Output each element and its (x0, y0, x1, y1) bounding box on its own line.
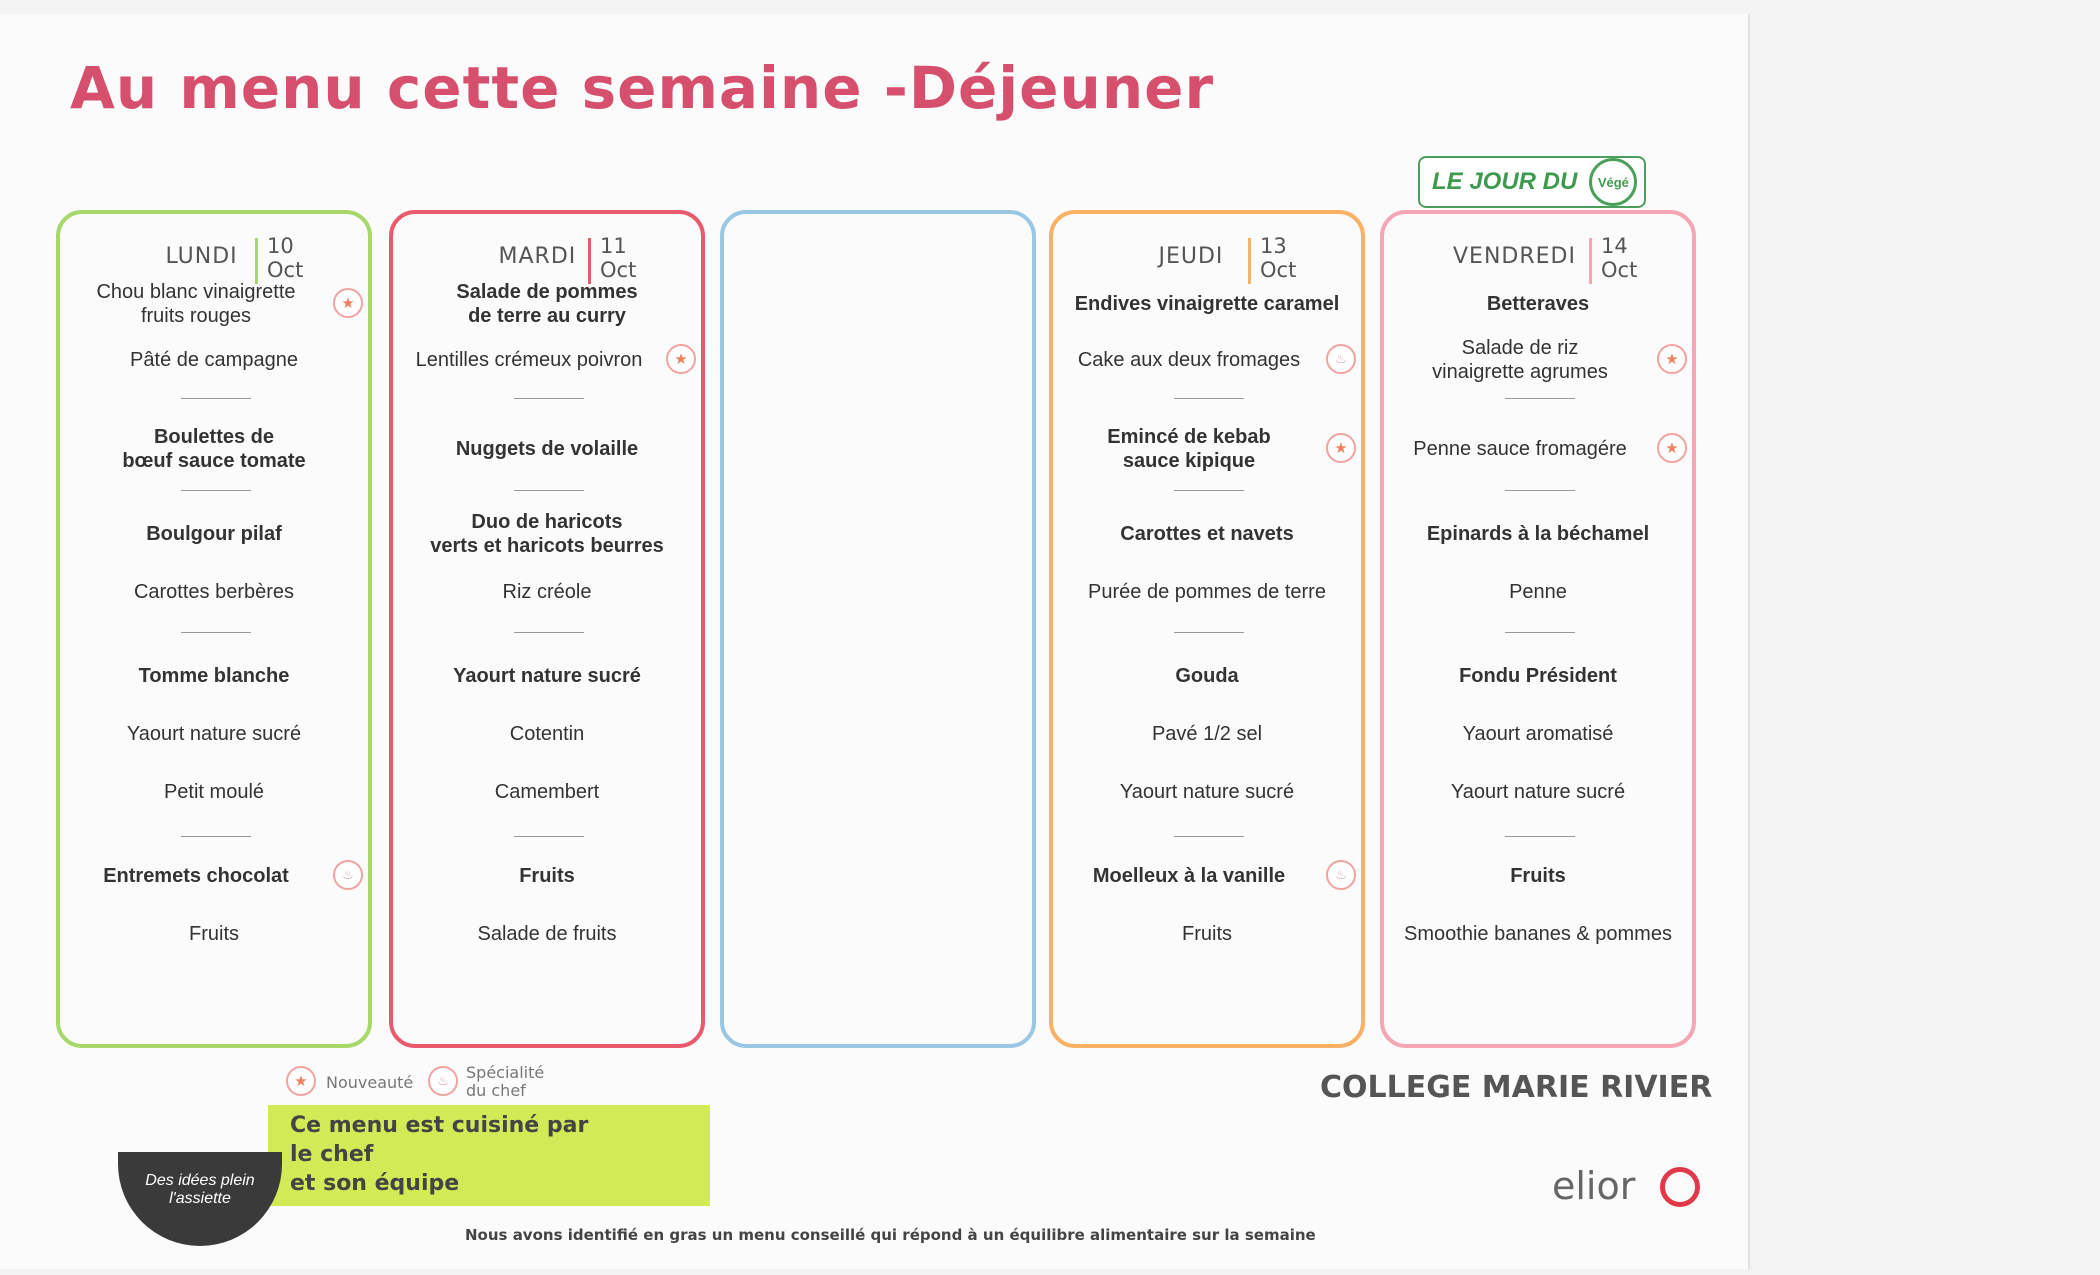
menu-item (1384, 780, 1692, 804)
day-number: 13 (1260, 234, 1287, 258)
menu-item-line: Yaourt nature sucré (1119, 781, 1295, 803)
menu-column-vendredi (1380, 210, 1696, 1048)
day-name: LUNDI (165, 244, 238, 269)
menu-item-line: Fruits (1510, 865, 1566, 887)
menu-item-line: Petit moulé (163, 781, 265, 803)
menu-item-line: Salade de riz (1461, 337, 1579, 359)
legend-specialite: Spécialité du chef (466, 1063, 545, 1100)
menu-item-line: Fruits (1182, 923, 1232, 945)
footnote: Nous avons identifié en gras un menu conseillé qui répond à un équilibre alimentaire sur la semaine (465, 1226, 1316, 1244)
course-separator (1505, 398, 1575, 399)
day-number: 10 (267, 234, 294, 258)
course-separator (181, 490, 251, 491)
idees-plein-assiette-logo (118, 1152, 282, 1246)
menu-item-line: Boulettes de (153, 426, 275, 448)
menu-item (60, 722, 368, 746)
date-divider (588, 238, 591, 284)
chef-message-line-3: et son équipe (290, 1171, 460, 1196)
menu-item-line: Penne (1509, 581, 1567, 603)
vege-badge-label: LE JOUR DU (1432, 168, 1578, 195)
menu-item (60, 664, 368, 688)
day-date (600, 234, 636, 282)
menu-item (393, 348, 701, 372)
menu-item (1384, 664, 1692, 688)
course-separator (181, 632, 251, 633)
menu-item-line: Nuggets de volaille (455, 438, 639, 460)
menu-item (1384, 522, 1692, 546)
date-divider (1248, 238, 1251, 284)
menu-item (393, 664, 701, 688)
menu-item (393, 922, 701, 946)
menu-item-line: Purée de pommes de terre (1088, 581, 1326, 603)
course-separator (1174, 836, 1244, 837)
course-separator (1174, 398, 1244, 399)
menu-item-line: Fondu Président (1459, 665, 1617, 687)
menu-item (60, 922, 368, 946)
course-separator (514, 490, 584, 491)
day-header (1384, 228, 1692, 282)
vege-day-badge (1418, 156, 1646, 208)
menu-item-line: Yaourt nature sucré (453, 665, 641, 687)
day-name: MARDI (498, 244, 577, 269)
specialite-chef-legend-icon: ♨ (428, 1066, 458, 1096)
menu-item-line: Emincé de kebab (1107, 426, 1271, 448)
menu-item-line: Pavé 1/2 sel (1151, 723, 1263, 745)
menu-item-line: vinaigrette agrumes (1432, 361, 1608, 383)
specialite-chef-icon: ♨ (1326, 344, 1356, 374)
menu-item (1053, 425, 1361, 473)
menu-item-line: de terre au curry (468, 305, 626, 327)
course-separator (514, 836, 584, 837)
menu-item-line: Yaourt nature sucré (1450, 781, 1626, 803)
course-separator (1505, 632, 1575, 633)
day-date (1601, 234, 1637, 282)
chef-message-line-1: Ce menu est cuisiné par (290, 1113, 589, 1138)
day-number: 11 (600, 234, 627, 258)
nouveaute-icon: ★ (333, 288, 363, 318)
menu-item-line: Fruits (189, 923, 239, 945)
day-number: 14 (1601, 234, 1628, 258)
menu-item-line: Pâté de campagne (130, 349, 298, 371)
page-title: Au menu cette semaine -Déjeuner (70, 54, 1215, 122)
menu-item (60, 580, 368, 604)
menu-item (1384, 437, 1692, 461)
nouveaute-icon: ★ (666, 344, 696, 374)
day-header (393, 228, 701, 282)
menu-item-line: Salade de fruits (477, 923, 617, 945)
menu-item (60, 522, 368, 546)
menu-item (1053, 922, 1361, 946)
menu-item-line: Salade de pommes (456, 281, 638, 303)
menu-column-mardi (389, 210, 705, 1048)
menu-item (60, 864, 368, 888)
menu-item-line: Gouda (1175, 665, 1239, 687)
day-header (1053, 228, 1361, 282)
course-separator (514, 398, 584, 399)
specialite-chef-icon: ♨ (1326, 860, 1356, 890)
menu-item (1053, 722, 1361, 746)
menu-item-line: Penne sauce fromagére (1413, 438, 1627, 460)
course-separator (1505, 490, 1575, 491)
menu-item-line: sauce kipique (1122, 450, 1256, 472)
menu-sheet (0, 14, 1750, 1269)
course-separator (1174, 490, 1244, 491)
menu-item-line: Carottes berbères (133, 581, 295, 603)
menu-item-line: Entremets chocolat (103, 865, 289, 887)
elior-brand: elior (1552, 1164, 1636, 1208)
day-name: VENDREDI (1453, 244, 1576, 269)
menu-item-line: Cake aux deux fromages (1077, 349, 1301, 371)
nouveaute-icon: ★ (1326, 433, 1356, 463)
menu-item (393, 437, 701, 461)
menu-column-lundi (56, 210, 372, 1048)
menu-item-line: Camembert (494, 781, 600, 803)
nouveaute-icon: ★ (1657, 344, 1687, 374)
menu-item-line: Boulgour pilaf (146, 523, 282, 545)
menu-item (393, 722, 701, 746)
menu-item-line: Smoothie bananes & pommes (1404, 923, 1672, 945)
menu-item-line: Tomme blanche (138, 665, 290, 687)
logo-text: Des idées plein l'assiette (145, 1172, 255, 1207)
menu-item (1384, 292, 1692, 316)
chef-message-line-2: le chef (290, 1142, 374, 1167)
menu-item (1384, 864, 1692, 888)
legend-nouveaute: Nouveauté (326, 1073, 414, 1092)
menu-item (1384, 722, 1692, 746)
menu-item (60, 348, 368, 372)
menu-item-line: Cotentin (509, 723, 585, 745)
menu-item-line: Duo de haricots (471, 511, 623, 533)
day-month: Oct (1601, 258, 1638, 282)
menu-item-line: Moelleux à la vanille (1092, 865, 1286, 887)
menu-item (1384, 336, 1692, 384)
day-month: Oct (1260, 258, 1297, 282)
menu-item (1053, 348, 1361, 372)
date-divider (1589, 238, 1592, 284)
day-date (1260, 234, 1296, 282)
menu-item-line: Yaourt nature sucré (126, 723, 302, 745)
elior-logo-icon (1660, 1167, 1700, 1207)
menu-item (1053, 780, 1361, 804)
day-date (267, 234, 303, 282)
nouveaute-legend-icon: ★ (286, 1066, 316, 1096)
menu-item-line: Betteraves (1486, 293, 1590, 315)
vege-logo-icon: Végé (1589, 158, 1637, 206)
menu-item (1053, 580, 1361, 604)
menu-item (1053, 292, 1361, 316)
menu-item (393, 510, 701, 558)
course-separator (181, 398, 251, 399)
menu-column-empty (720, 210, 1036, 1048)
menu-item (393, 280, 701, 328)
menu-column-jeudi (1049, 210, 1365, 1048)
menu-item-line: Chou blanc vinaigrette (96, 281, 296, 303)
menu-item (1384, 580, 1692, 604)
college-name: COLLEGE MARIE RIVIER (1320, 1070, 1713, 1105)
course-separator (1505, 836, 1575, 837)
menu-item (393, 864, 701, 888)
menu-item-line: Riz créole (502, 581, 592, 603)
course-separator (181, 836, 251, 837)
course-separator (514, 632, 584, 633)
day-header (60, 228, 368, 282)
menu-item-line: Fruits (519, 865, 575, 887)
menu-item (1384, 922, 1692, 946)
menu-item (1053, 664, 1361, 688)
chef-message-box (268, 1105, 710, 1206)
course-separator (1174, 632, 1244, 633)
menu-item (1053, 522, 1361, 546)
day-month: Oct (600, 258, 637, 282)
menu-item-line: Lentilles crémeux poivron (415, 349, 643, 371)
menu-item-line: fruits rouges (140, 305, 252, 327)
menu-item (393, 580, 701, 604)
menu-item (393, 780, 701, 804)
specialite-chef-icon: ♨ (333, 860, 363, 890)
menu-item-line: Yaourt aromatisé (1462, 723, 1614, 745)
menu-item (60, 425, 368, 473)
menu-item-line: Epinards à la béchamel (1426, 523, 1650, 545)
menu-item-line: verts et haricots beurres (430, 535, 664, 557)
date-divider (255, 238, 258, 284)
menu-item (60, 280, 368, 328)
day-name: JEUDI (1158, 244, 1224, 269)
day-month: Oct (267, 258, 304, 282)
menu-item-line: Carottes et navets (1120, 523, 1294, 545)
nouveaute-icon: ★ (1657, 433, 1687, 463)
menu-item (1053, 864, 1361, 888)
menu-item-line: Endives vinaigrette caramel (1074, 293, 1340, 315)
menu-item (60, 780, 368, 804)
menu-item-line: bœuf sauce tomate (122, 450, 306, 472)
